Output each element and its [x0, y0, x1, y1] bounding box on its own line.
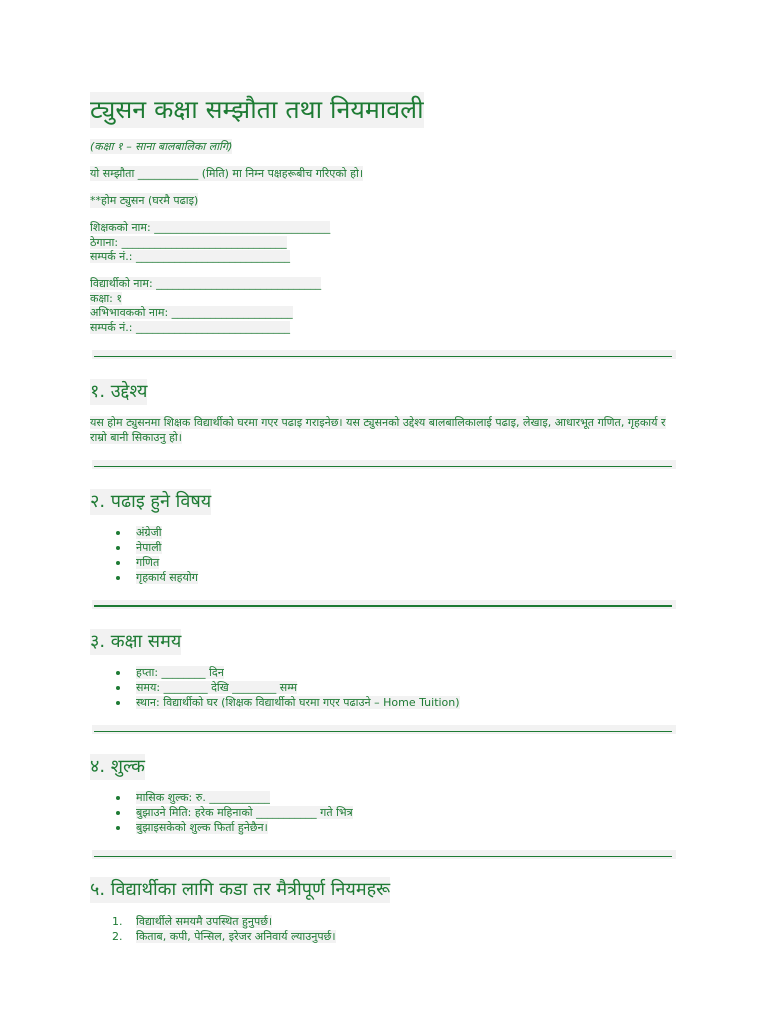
- student-contact-field: सम्पर्क नं.: ____________________________: [90, 320, 290, 334]
- fee-list: [90, 790, 353, 835]
- list-item: नेपाली: [90, 540, 198, 555]
- section-heading-time: ३. कक्षा समय: [90, 629, 181, 655]
- subjects-list: [90, 525, 198, 585]
- list-item: 1. विद्यार्थीले समयमै उपस्थित हुनुपर्छ।: [112, 915, 273, 928]
- section-heading-rules: ५. विद्यार्थीका लागि कडा तर मैत्रीपूर्ण नियमहरू: [90, 877, 390, 903]
- list-item: अंग्रेजी: [90, 525, 198, 540]
- list-item: 2. किताब, कपी, पेन्सिल, इरेजर अनिवार्य ल्याउनुपर्छ।: [112, 930, 336, 943]
- section-heading-fee: ४. शुल्क: [90, 754, 145, 780]
- guardian-name-field: अभिभावकको नाम: ______________________: [90, 306, 293, 319]
- teacher-contact-field: सम्पर्क नं.: ____________________________: [90, 250, 290, 263]
- teacher-address-field: ठेगाना: ______________________________: [90, 235, 287, 249]
- list-item: स्थान: विद्यार्थीको घर (शिक्षक विद्यार्थीको घरमा गएर पढाउने – Home Tuition): [90, 695, 460, 710]
- divider: [92, 460, 676, 469]
- student-name-field: विद्यार्थीको नाम: ______________________________: [90, 277, 322, 290]
- tuition-type: **होम ट्युसन (घरमै पढाइ): [90, 194, 199, 207]
- teacher-details: [90, 221, 330, 265]
- rules-list: [90, 914, 336, 944]
- divider: [92, 850, 676, 859]
- list-item: बुझाइसकेको शुल्क फिर्ता हुनेछैन।: [90, 820, 353, 835]
- list-item: बुझाउने मिति: हरेक महिनाको ___________ गते भित्र: [90, 805, 353, 820]
- section-heading-purpose: १. उद्देश्य: [90, 379, 147, 405]
- divider: [92, 600, 676, 609]
- purpose-text: यस होम ट्युसनमा शिक्षक विद्यार्थीको घरमा गएर पढाइ गराइनेछ। यस ट्युसनको उद्देश्य बालबालिकालाई पढाइ, लेखाइ, आधारभूत गणित, गृहकार्य र राम्रो बानी सिकाउनु हो।: [90, 416, 666, 444]
- list-item: गणित: [90, 555, 198, 570]
- section-heading-subjects: २. पढाइ हुने विषय: [90, 489, 211, 515]
- list-item: समय: ________ देखि ________ सम्म: [90, 680, 460, 695]
- divider: [92, 350, 676, 359]
- time-list: [90, 665, 460, 710]
- teacher-name-field: शिक्षकको नाम: ________________________________: [90, 221, 331, 234]
- agreement-intro: यो सम्झौता ___________ (मिति) मा निम्न पक्षहरूबीच गरिएको हो।: [90, 167, 364, 180]
- list-item: हप्ता: ________ दिन: [90, 665, 460, 680]
- document-subtitle: (कक्षा १ – साना बालबालिका लागि): [90, 140, 233, 153]
- list-item: गृहकार्य सहयोग: [90, 570, 198, 585]
- divider: [92, 725, 676, 734]
- list-item: मासिक शुल्क: रु. ___________: [90, 790, 353, 805]
- student-class-field: कक्षा: १: [90, 291, 123, 305]
- student-details: [90, 277, 321, 335]
- document-title: ट्युसन कक्षा सम्झौता तथा नियमावली: [90, 92, 424, 128]
